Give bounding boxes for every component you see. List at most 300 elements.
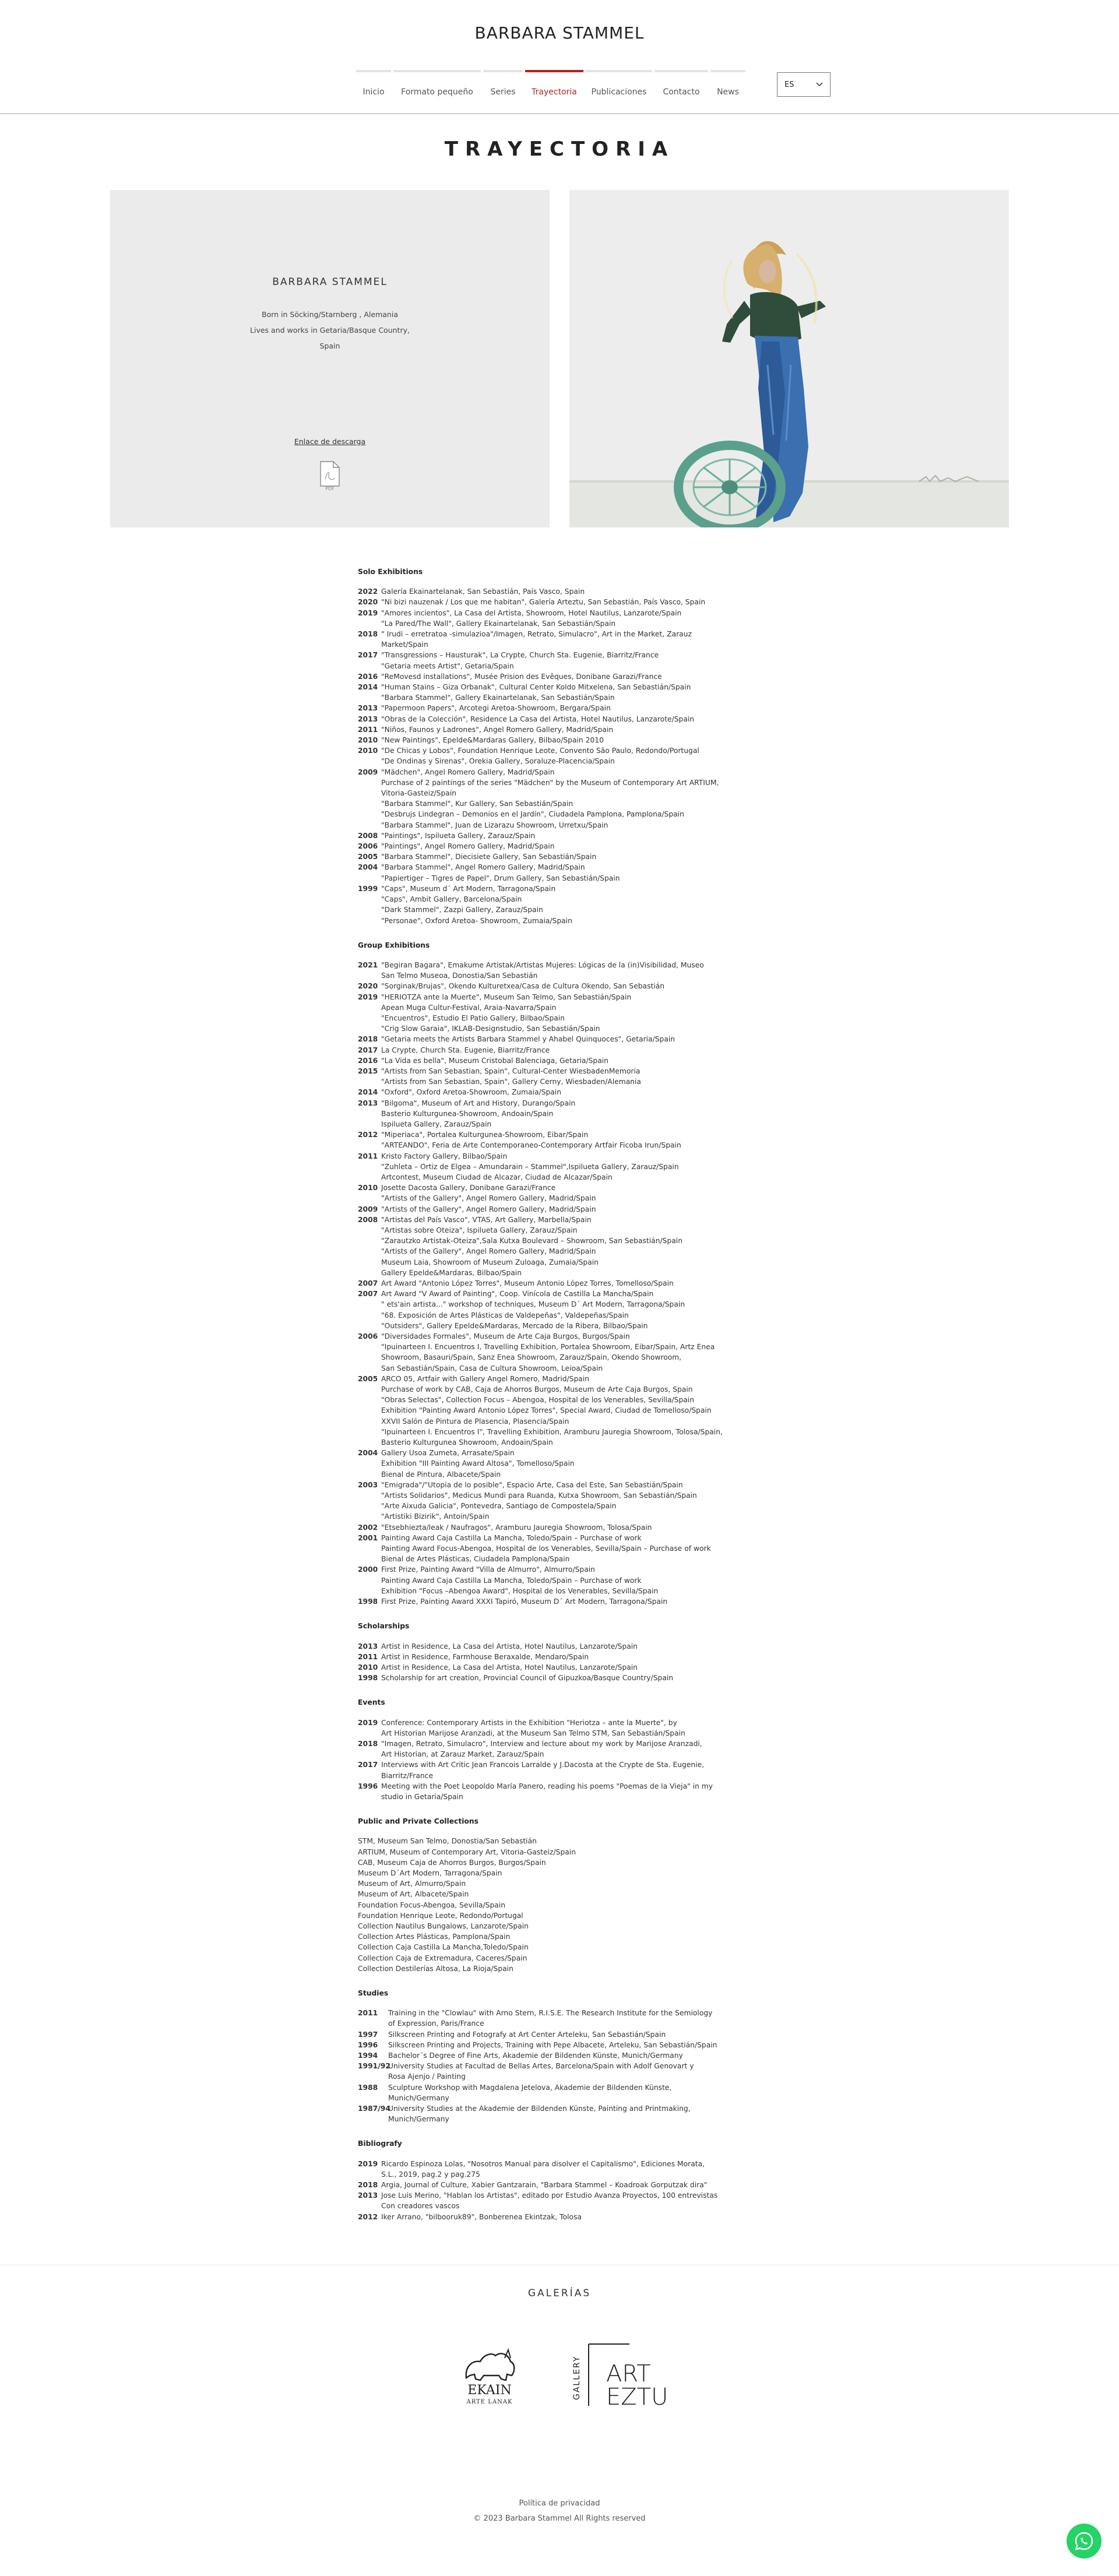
cv-entry-text: "La Vida es bella", Museum Cristobal Balenciaga, Getaria/Spain (381, 1056, 608, 1065)
cv-entry-year (358, 894, 381, 905)
cv-entry-year: 2008 (358, 831, 378, 840)
cv-entry-text: La Crypte, Church Sta. Eugenie, Biarritz/France (381, 1046, 550, 1054)
cv-entry-year: 2009 (358, 768, 378, 776)
artist-photo (569, 190, 1009, 527)
collection-item: Museum of Art, Albacete/Spain (358, 1890, 469, 1899)
cv-entry-year (358, 1363, 381, 1374)
nav-item-news[interactable]: News (709, 69, 747, 104)
collection-item: Collection Destilerías Altosa, La Rioja/Spain (358, 1964, 513, 1973)
cv-entry (358, 1586, 766, 1596)
cv-entry-text: "Paintings", Angel Romero Gallery, Madrid/Spain (381, 842, 555, 851)
cv-entry-year: 2008 (358, 1215, 378, 1224)
cv-entry (358, 1119, 766, 1129)
cv-entry (358, 1673, 766, 1683)
cv-entry-text: Painting Award Caja Castilla La Mancha, Toledo/Spain – Purchase of work (381, 1533, 642, 1542)
cv-entry (358, 1564, 766, 1575)
cv-entry-year (358, 1554, 381, 1564)
cv-entry (358, 1215, 766, 1225)
cv-entry-year: 1991/92 (358, 2062, 390, 2071)
cv-entry (358, 1718, 766, 1728)
cv-entry-text: "Miperiaca", Portalea Kulturgunea-Showroom, Eibar/Spain (381, 1131, 589, 1139)
svg-text:GALLERY: GALLERY (572, 2355, 582, 2400)
cv-entry-year (358, 1299, 381, 1310)
pdf-file-icon[interactable] (318, 460, 342, 491)
cv-entry (358, 1246, 766, 1257)
language-value: ES (784, 80, 794, 89)
cv-entry-year (358, 1749, 381, 1759)
cv-entry-text: Bienal de Artes Plásticas, Ciudadela Pamplona/Spain (381, 1555, 570, 1564)
cv-entry-year: 2018 (358, 1035, 378, 1044)
section-studies (358, 1988, 766, 2124)
cv-entry-text: Exhibition "III Painting Award Altosa", Tomelloso/Spain (381, 1459, 575, 1468)
cv-entry (358, 735, 766, 745)
cv-entry-year: 2018 (358, 2181, 378, 2190)
cv-entry (358, 1533, 766, 1543)
cv-entry-year (358, 1771, 381, 1781)
cv-entry (358, 1055, 766, 1066)
cv-entry (358, 1076, 766, 1087)
footer (0, 2265, 1119, 2576)
cv-entry-year (358, 905, 381, 915)
cv-entry (358, 1066, 766, 1076)
svg-text:PDF: PDF (325, 486, 335, 491)
cv-entry-year (358, 809, 381, 819)
cv-entry-text: Basterio Kulturgunea-Showroom, Andoain/Spain (381, 1109, 554, 1118)
cv-entry (358, 1225, 766, 1236)
cv-entry (358, 777, 766, 788)
cv-entry-year (358, 1119, 381, 1129)
cv-entry-year (358, 618, 381, 629)
cv-entry (358, 960, 766, 970)
cv-entry (358, 2201, 766, 2211)
cv-entry (358, 884, 766, 894)
cv-entry-text: Art Award "Antonio López Torres", Museum Antonio López Torres, Tomelloso/Spain (381, 1279, 674, 1287)
cv-entry-text: Training in the "Clowlau" with Arno Stern, R.I.S.E. The Research Institute for the Semiology (388, 2009, 713, 2018)
cv-entry-year: 2006 (358, 842, 378, 851)
cv-entry-text: Galería Ekainartelanak, San Sebastián, País Vasco, Spain (381, 587, 585, 596)
cv-entry-year: 2013 (358, 1642, 378, 1651)
cv-entry (358, 692, 766, 703)
privacy-link[interactable]: Política de privacidad (519, 2499, 600, 2508)
ekain-gallery-logo[interactable] (455, 2337, 525, 2407)
cv-entry-text: Art Historian Marijose Aranzadi, at the Museum San Telmo STM, San Sebastián/Spain (381, 1729, 685, 1737)
cv-entry-year: 2003 (358, 1480, 378, 1489)
cv-entry (358, 2050, 766, 2061)
cv-entry-year (358, 1575, 381, 1586)
cv-entry-year (358, 1458, 381, 1469)
cv-entry-text: Art Award "V Award of Painting", Coop. Vinícola de Castilla La Mancha/Spain (381, 1290, 654, 1298)
cv-entry-year: 2019 (358, 1718, 378, 1727)
cv-entry (358, 1575, 766, 1586)
cv-entry (358, 608, 766, 618)
cv-entry (358, 767, 766, 777)
cv-entry-text: ARCO 05, Artfair with Gallery Angel Romero, Madrid/Spain (381, 1374, 590, 1383)
cv-entry-year: 2016 (358, 1056, 378, 1065)
cv-entry (358, 2190, 766, 2201)
cv-entry-text: "Zarautzko Artistak-Oteiza",Sala Kutxa Boulevard – Showroom, San Sebastián/Spain (381, 1237, 682, 1245)
cv-entry-text: "Arte Aixuda Galicia", Pontevedra, Santiago de Compostela/Spain (381, 1502, 617, 1511)
cv-entry-year: 2004 (358, 863, 378, 872)
cv-entry-year (358, 661, 381, 671)
cv-entry (358, 2159, 766, 2169)
cv-entry-year (358, 1384, 381, 1395)
section-group-exhibitions (358, 940, 766, 1607)
cv-entry-text: "Human Stains – Giza Orbanak", Cultural Center Koldo Mitxelena, San Sebastián/Spain (381, 683, 691, 692)
cv-entry (358, 905, 766, 915)
cv-entry-year (358, 1416, 381, 1427)
collection-item: Foundation Henrique Leote, Redondo/Portugal (358, 1911, 523, 1920)
cv-entry-year: 1987/94 (358, 2105, 390, 2113)
collection-item: Collection Caja de Extremadura, Caceres/Spain (358, 1954, 527, 1962)
cv-entry-year (358, 1792, 381, 1802)
svg-text:ARTE LANAK: ARTE LANAK (466, 2399, 513, 2405)
cv-entry (358, 756, 766, 766)
section-scholarships (358, 1621, 766, 1683)
cv-entry (358, 703, 766, 713)
cv-entry-text: "Crig Slow Garaia", IKLAB-Designstudio, San Sebastián/Spain (381, 1025, 600, 1033)
cv-entry-year: 1988 (358, 2083, 378, 2092)
cv-entry-year: 2017 (358, 1761, 378, 1769)
cv-entry-text: Jose Luis Merino, "Hablan los Artistas", editado por Estudio Avanza Proyectos, 100 entrevistas (381, 2191, 718, 2200)
nav-item-publicaciones[interactable]: Publicaciones (585, 69, 653, 104)
cv-entry-text: Purchase of work by CAB, Caja de Ahorros Burgos, Museum de Arte Caja Burgos, Spain (381, 1385, 693, 1394)
cv-entry (358, 873, 766, 884)
cv-entry-text: Apean Muga Cultur-Festival, Araia-Navarra/Spain (381, 1003, 557, 1012)
cv-entry-text: "Barbara Stammel", Gallery Ekainartelanak, San Sebastián/Spain (381, 694, 615, 702)
cv-entry (358, 1013, 766, 1023)
cv-entry (358, 1278, 766, 1289)
cv-entry-year (358, 970, 381, 981)
cv-entry-year: 2010 (358, 747, 378, 755)
cv-entry-year: 2007 (358, 1279, 378, 1287)
cv-entry (358, 2114, 766, 2124)
cv-entry-year (358, 1225, 381, 1236)
cv-entry (358, 629, 766, 639)
cv-entry-text: "Caps", Ambit Gallery, Barcelona/Spain (381, 895, 522, 904)
cv-entry-text: "Ipuinarteen I. Encuentros I, Travelling Exhibition, Portalea Showroom, Eibar/Spain, Artz Enea (381, 1343, 715, 1352)
cv-entry-text: "Artists of the Gallery", Angel Romero Gallery, Madrid/Spain (381, 1205, 596, 1213)
site-logo[interactable]: BARBARA STAMMEL (474, 23, 645, 43)
collection-item: Foundation Focus-Abengoa, Sevilla/Spain (358, 1901, 506, 1909)
cv-entry-year: 1999 (358, 884, 378, 893)
cv-entry (358, 745, 766, 756)
cv-entry-text: Sculpture Workshop with Magdalena Jetelova, Akademie der Bildenden Künste, (388, 2083, 672, 2092)
header-divider (0, 113, 1119, 114)
cv-entry-text: Silkscreen Printing and Fotografy at Art Center Arteleku, San Sebastián/Spain (388, 2030, 666, 2039)
cv-entry-text: "Artists of the Gallery", Angel Romero Gallery, Madrid/Spain (381, 1247, 596, 1256)
cv-entry (358, 1342, 766, 1352)
cv-entry-text: Ispilueta Gallery, Zarauz/Spain (381, 1120, 492, 1128)
nav-item-contacto[interactable]: Contacto (653, 69, 709, 104)
section-title: Studies (358, 1989, 389, 1997)
cv-entry-text: "68. Exposición de Artes Plásticas de Valdepeñas", Valdepeñas/Spain (381, 1311, 629, 1319)
cv-entry (358, 1023, 766, 1034)
cv-entry-text: First Prize, Painting Award "Villa de Almurro", Almurro/Spain (381, 1565, 595, 1574)
section-bibliography (358, 2138, 766, 2222)
cv-entry-year (358, 873, 381, 884)
cv-entry (358, 2103, 766, 2114)
cv-entry (358, 1193, 766, 1203)
cv-entry-text: Meeting with the Poet Leopoldo María Panero, reading his poems "Poemas de la Vieja" in my (381, 1782, 713, 1790)
cv-entry-year: 2006 (358, 1332, 378, 1341)
cv-entry (358, 894, 766, 905)
section-title: Public and Private Collections (358, 1817, 478, 1826)
cv-entry-year (358, 2071, 388, 2082)
section-title: Group Exhibitions (358, 941, 430, 949)
cv-entry-text: "Diversidades Formales", Museum de Arte Caja Burgos, Burgos/Spain (381, 1332, 630, 1341)
cv-entry-text: Artist in Residence, La Casa del Artista, Hotel Nautilus, Lanzarote/Spain (381, 1642, 638, 1651)
cv-entry-year (358, 1427, 381, 1437)
cv-entry (358, 1321, 766, 1331)
cv-entry-text: Munich/Germany (388, 2093, 449, 2102)
cv-entry (358, 1427, 766, 1437)
nav-item-trayectoria[interactable]: Trayectoria (524, 69, 585, 104)
cv-entry (358, 2040, 766, 2050)
cv-entry-year: 2011 (358, 2009, 378, 2018)
cv-entry-year (358, 1405, 381, 1416)
cv-entry-text: S.L., 2019, pag.2 y pag.275 (381, 2170, 480, 2179)
cv-entry-year: 2012 (358, 2212, 378, 2221)
collection-item: Museum D´Art Modern, Tarragona/Spain (358, 1868, 502, 1877)
cv-entry (358, 1289, 766, 1299)
cv-list (358, 1836, 766, 1974)
cv-entry-text: Museum Laia, Showroom of Museum Zuloaga, Zumaia/Spain (381, 1258, 599, 1266)
cv-entry (358, 862, 766, 872)
cv-entry (358, 1522, 766, 1533)
cv-entry-text: Interviews with Art Critic Jean Francois Larralde y J.Dacosta at the Crypte de Sta. Eugenie, (381, 1761, 705, 1769)
cv-entry (358, 1458, 766, 1469)
cv-entry-year: 2004 (358, 1449, 378, 1458)
cv-entry (358, 1652, 766, 1662)
cv-entry-year (358, 820, 381, 830)
cv-entry-year: 2019 (358, 608, 378, 617)
cv-entry-text: Bachelor´s Degree of Fine Arts, Akademie der Bildenden Künste, Munich/Germany (388, 2051, 683, 2060)
cv-entry-text: "Encuentros", Estudio El Patio Gallery, Bilbao/Spain (381, 1013, 565, 1022)
cv-entry (358, 809, 766, 819)
cv-entry-text: "HERIOTZA ante la Muerte", Museum San Telmo, San Sebastián/Spain (381, 993, 632, 1001)
cv-entry-text: "Niños, Faunos y Ladrones", Angel Romero Gallery, Madrid/Spain (381, 725, 614, 734)
cv-entry-year: 2019 (358, 993, 378, 1001)
cv-entry-year (358, 1728, 381, 1739)
collection-item: CAB, Museum Caja de Ahorros Burgos, Burgos/Spain (358, 1858, 546, 1867)
bio-panel (110, 190, 550, 527)
section-solo-exhibitions (358, 566, 766, 926)
cv-entry (358, 1792, 766, 1802)
cv-entry (358, 1771, 766, 1781)
collection-item: Collection Nautilus Bungalows, Lanzarote/Spain (358, 1922, 529, 1930)
cv-entry-year: 2010 (358, 736, 378, 745)
artist-name: BARBARA STAMMEL (272, 276, 388, 288)
cv-entry-text: Painting Award Caja Castilla La Mancha, Toledo/Spain – Purchase of work (381, 1576, 642, 1585)
cv-entry-year: 2010 (358, 1184, 378, 1192)
cv-entry-text: Kristo Factory Gallery, Bilbao/Spain (381, 1152, 508, 1160)
cv-entry-year (358, 1469, 381, 1480)
cv-entry-text: "De Ondinas y Sirenas", Orekia Gallery, Soraluze-Placencia/Spain (381, 757, 615, 766)
cv-entry-year: 2001 (358, 1533, 378, 1542)
cv-entry-text: "Ni bizi nauzenak / Los que me habitan", Galería Arteztu, San Sebastián, País Vasco, Spain (381, 598, 706, 607)
cv-entry (358, 1749, 766, 1759)
cv-entry-text: San Sebastián/Spain, Casa de Cultura Showroom, Leioa/Spain (381, 1364, 603, 1373)
cv-entry (358, 1554, 766, 1564)
cv-entry (358, 1129, 766, 1140)
cv-entry (358, 597, 766, 607)
main-nav (355, 69, 747, 104)
cv-entry-year: 2011 (358, 1152, 378, 1160)
cv-entry (358, 1162, 766, 1172)
cv-entry-year: 2014 (358, 1088, 378, 1097)
cv-entry-text: "Amores incientos", La Casa del Artista, Showroom, Hotel Nautilus, Lanzarote/Spain (381, 608, 682, 617)
cv-entry-year: 2010 (358, 1663, 378, 1671)
cv-entry (358, 671, 766, 682)
cv-entry-year (358, 798, 381, 809)
cv-entry (358, 1098, 766, 1108)
cv-entry-text: University Studies at the Akademie der Bildenden Künste, Painting and Printmaking, (388, 2105, 691, 2113)
chevron-down-icon (816, 80, 823, 89)
cv-entry (358, 682, 766, 692)
cv-entry-text: "Ipuinarteen I. Encuentros I", Travelling Exhibition, Aramburu Jauregia Showroom, Tolosa/Spain, (381, 1427, 723, 1436)
nav-item-formato-pequeno[interactable]: Formato pequeño (392, 69, 482, 104)
cv-list (358, 2008, 766, 2124)
collection-item: Collection Artes Plásticas, Pamplona/Spain (358, 1933, 511, 1941)
cv-entry-year (358, 1511, 381, 1522)
cv-entry-text: "Barbara Stammel", Kur Gallery, San Sebastián/Spain (381, 800, 573, 808)
cv-entry (358, 1363, 766, 1374)
cv-entry-year: 2000 (358, 1565, 378, 1574)
cv-entry-text: "Artists from San Sebastian, Spain", Gallery Cerny, Wiesbaden/Alemania (381, 1078, 641, 1086)
cv-entry (358, 1374, 766, 1384)
cv-entry-year: 2013 (358, 715, 378, 723)
cv-entry (358, 661, 766, 671)
cv-entry-text: "Getaria meets Artist", Getaria/Spain (381, 661, 514, 670)
language-select[interactable] (777, 72, 831, 97)
cv-entry-year (358, 1162, 381, 1172)
cv-entry-year (358, 1310, 381, 1321)
cv-entry-year (358, 1013, 381, 1023)
cv-entry-text: "Artists from San Sebastian, Spain", Cultural-Center WiesbadenMemoria (381, 1067, 641, 1075)
cv-entry (358, 1257, 766, 1268)
cv-entry-year: 2019 (358, 2159, 378, 2168)
cv-entry-year (358, 1490, 381, 1501)
cv-entry-year: 2014 (358, 683, 378, 692)
cv-entry-text: Artist in Residence, Farmhouse Beraxalde, Mendaro/Spain (381, 1652, 589, 1661)
cv-entry-year: 2007 (358, 1290, 378, 1298)
cv-entry (358, 1405, 766, 1416)
cv-entry-text: "La Pared/The Wall", Gallery Ekainartelanak, San Sebastián/Spain (381, 619, 616, 628)
cv-entry-year: 1996 (358, 2040, 378, 2049)
cv-entry (358, 2029, 766, 2040)
cv-entry-text: Conference: Contemporary Artists in the Exhibition "Heriotza – ante la Muerte", by (381, 1718, 677, 1727)
cv-entry-text: "Artistas del País Vasco", VTAS, Art Gallery, Marbella/Spain (381, 1215, 592, 1224)
cv-entry-text: Gallery Usoa Zumeta, Arrasate/Spain (381, 1449, 515, 1458)
cv-entry-year (358, 756, 381, 766)
cv-entry-year (358, 777, 381, 788)
cv-entry-year: 2012 (358, 1131, 378, 1139)
cv-entry-year (358, 1501, 381, 1511)
cv-entry (358, 1331, 766, 1342)
cv-entry (358, 639, 766, 650)
page-title: TRAYECTORIA (444, 138, 675, 161)
cv-entry (358, 1511, 766, 1522)
whatsapp-button[interactable] (1067, 2524, 1102, 2559)
cv-entry-text: "ReMovesd installations", Musée Prision des Evêques, Donibane Garazi/France (381, 672, 662, 681)
cv-entry-text: "Bilgoma", Museum of Art and History, Durango/Spain (381, 1099, 576, 1107)
cv-entry-text: Artist in Residence, La Casa del Artista, Hotel Nautilus, Lanzarote/Spain (381, 1663, 638, 1671)
cv-entry (358, 714, 766, 724)
cv-entry-year: 2011 (358, 1652, 378, 1661)
cv-entry-text: "Getaria meets the Artists Barbara Stammel y Ahabel Quinquoces", Getaria/Spain (381, 1035, 675, 1044)
cv-entry-year (358, 692, 381, 703)
collection-item: Museum of Art, Almurro/Spain (358, 1880, 466, 1888)
cv-entry-year: 2009 (358, 1205, 378, 1213)
cv-entry-year (358, 788, 381, 798)
collection-item: STM, Museum San Telmo, Donostia/San Sebastián (358, 1837, 537, 1846)
cv-entry-text: Josette Dacosta Gallery, Donibane Garazi/France (381, 1184, 556, 1192)
cv-entry (358, 724, 766, 735)
cv-entry-text: "Papermoon Papers", Arcotegi Aretoa-Showroom, Bergara/Spain (381, 704, 611, 713)
cv-entry-year (358, 639, 381, 650)
cv-entry-year: 2005 (358, 1374, 378, 1383)
cv-entry (358, 1641, 766, 1652)
cv-entry (358, 788, 766, 798)
cv-entry-text: of Expression, Paris/France (388, 2019, 484, 2028)
cv-entry-year: 1998 (358, 1674, 378, 1683)
nav-item-series[interactable]: Series (482, 69, 524, 104)
cv-entry (358, 841, 766, 851)
cv-entry-text: University Studies at Facultad de Bellas Artes, Barcelona/Spain with Adolf Genovart y (388, 2062, 694, 2071)
cv-entry-year (358, 1342, 381, 1352)
cv-entry-text: Bienal de Pintura, Albacete/Spain (381, 1470, 501, 1479)
cv-entry-text: Argia, Journal of Culture, Xabier Gantzarain, "Barbara Stammel – Koadroak Gorputzak dira" (381, 2181, 708, 2190)
cv-entry (358, 2093, 766, 2103)
cv-entry (358, 798, 766, 809)
cv-entry (358, 1087, 766, 1097)
cv-entry-text: "Artistas sobre Oteiza", Ispilueta Gallery, Zarauz/Spain (381, 1226, 578, 1234)
cv-entry (358, 2061, 766, 2071)
arteztu-gallery-logo[interactable] (571, 2342, 688, 2407)
cv-entry-text: "Obras Selectas", Collection Focus – Abengoa, Hospital de los Venerables, Sevilla/Spain (381, 1396, 695, 1405)
cv-entry-text: "Obras de la Colección", Residence La Casa del Artista, Hotel Nautilus, Lanzarote/Spain (381, 715, 695, 723)
cv-entry-year (358, 1268, 381, 1278)
cv-entry-text: "Papiertiger – Tigres de Papel", Drum Gallery, San Sebastián/Spain (381, 874, 620, 882)
cv-entry (358, 1002, 766, 1013)
cv-entry-year: 2018 (358, 630, 378, 639)
cv-entry-text: San Telmo Museoa, Donostia/San Sebastián (381, 972, 538, 980)
cv-entry (358, 1728, 766, 1739)
cv-entry-year (358, 1140, 381, 1150)
svg-text:EKAIN: EKAIN (467, 2383, 512, 2398)
cv-entry (358, 820, 766, 830)
cv-list (358, 1718, 766, 1803)
cv-entry-text: Art Historian, at Zarauz Market, Zarauz/Spain (381, 1750, 544, 1759)
nav-item-inicio[interactable]: Inicio (355, 69, 392, 104)
cv-entry (358, 1596, 766, 1607)
cv-entry-text: "Paintings", Ispilueta Gallery, Zarauz/Spain (381, 831, 536, 840)
cv-entry (358, 1543, 766, 1554)
cv-entry-year: 1994 (358, 2051, 378, 2060)
bio-line: Lives and works in Getaria/Basque Country, (250, 326, 410, 335)
collection-item: Collection Caja Castilla La Mancha,Toledo/Spain (358, 1943, 529, 1952)
cv-entry-year: 2018 (358, 1739, 378, 1748)
cv-entry-year (358, 1352, 381, 1363)
cv-entry-year: 2017 (358, 1046, 378, 1054)
download-link[interactable]: Enlace de descarga (294, 437, 366, 446)
cv-entry (358, 1108, 766, 1119)
cv-entry (358, 992, 766, 1002)
cv-entry (358, 1140, 766, 1150)
cv-entry-text: "Personae", Oxford Aretoa- Showroom, Zumaia/Spain (381, 916, 572, 925)
cv-list (358, 2159, 766, 2222)
cv-entry-text: " ets'ain artista..." workshop of techniques, Museum D´ Art Modern, Tarragona/Spain (381, 1300, 685, 1309)
